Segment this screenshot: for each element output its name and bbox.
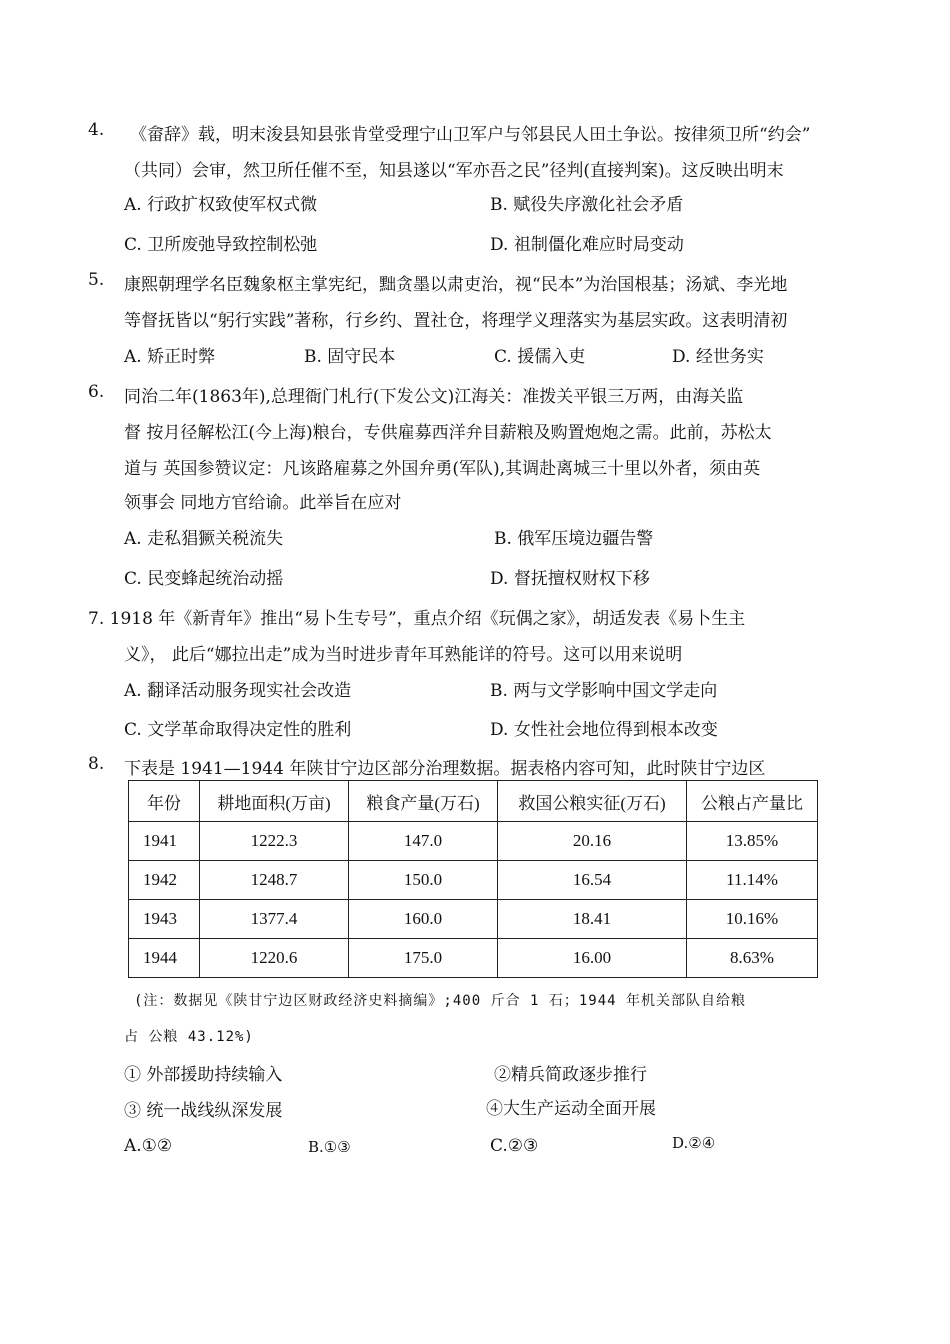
question-5-option-d[interactable]: D. 经世务实 bbox=[672, 347, 764, 367]
question-6-stem-line-1: 同治二年(1863年),总理衙门札行(下发公文)江海关：准拨关平银三万两，由海关监 bbox=[124, 387, 744, 407]
table-row bbox=[129, 822, 818, 861]
table-cell: 1941 bbox=[129, 822, 200, 861]
table-cell: 1248.7 bbox=[200, 861, 349, 900]
table-note-line-2: 占 公粮 43.12%) bbox=[124, 1029, 254, 1045]
statement-1: ① 外部援助持续输入 bbox=[124, 1065, 283, 1085]
question-8-stem-line-1: 下表是 1941—1944 年陕甘宁边区部分治理数据。据表格内容可知，此时陕甘宁边区 bbox=[124, 759, 766, 779]
question-6-stem-line-3: 道与 英国参赞议定：凡该路雇募之外国弁勇(军队),其调赴离城三十里以外者，须由英 bbox=[124, 459, 761, 479]
table-header-public-grain: 救国公粮实征(万石) bbox=[498, 781, 687, 822]
statement-3: ③ 统一战线纵深发展 bbox=[124, 1101, 283, 1121]
table-row bbox=[129, 939, 818, 978]
question-7-stem-line-2: 义》， 此后“娜拉出走”成为当时进步青年耳熟能详的符号。这可以用来说明 bbox=[124, 645, 683, 665]
table-cell: 147.0 bbox=[349, 822, 498, 861]
table-cell: 18.41 bbox=[498, 900, 687, 939]
table-cell: 13.85% bbox=[687, 822, 818, 861]
table-cell: 1942 bbox=[129, 861, 200, 900]
question-4-option-c[interactable]: C. 卫所废弛导致控制松弛 bbox=[124, 235, 318, 255]
table-cell: 160.0 bbox=[349, 900, 498, 939]
question-7-option-d[interactable]: D. 女性社会地位得到根本改变 bbox=[490, 720, 718, 740]
table-cell: 16.54 bbox=[498, 861, 687, 900]
table-header-row bbox=[129, 781, 818, 822]
question-5-option-c[interactable]: C. 援儒入吏 bbox=[494, 347, 586, 367]
question-7-option-c[interactable]: C. 文学革命取得决定性的胜利 bbox=[124, 720, 352, 740]
question-4-number: 4. bbox=[88, 120, 105, 140]
table-cell: 1377.4 bbox=[200, 900, 349, 939]
question-5-number: 5. bbox=[88, 270, 105, 290]
question-4-stem-line-2: （共同）会审，然卫所任催不至，知县遂以“军亦吾之民”径判(直接判案)。这反映出明末 bbox=[124, 161, 784, 181]
question-6-stem-line-2: 督 按月径解松江(今上海)粮台，专供雇募西洋弁目薪粮及购置炮炮之需。此前，苏松太 bbox=[124, 423, 772, 443]
question-8-option-a[interactable]: A.①② bbox=[124, 1136, 173, 1156]
question-8-option-b[interactable]: B.①③ bbox=[308, 1138, 351, 1156]
question-5-option-b[interactable]: B. 固守民本 bbox=[304, 347, 396, 367]
table-cell: 11.14% bbox=[687, 861, 818, 900]
table-cell: 16.00 bbox=[498, 939, 687, 978]
question-4-option-a[interactable]: A. 行政扩权致使军权式微 bbox=[124, 195, 318, 215]
question-5-stem-line-2: 等督抚皆以“躬行实践”著称，行乡约、置社仓，将理学义理落实为基层实政。这表明清初 bbox=[124, 311, 788, 331]
table-cell: 150.0 bbox=[349, 861, 498, 900]
question-8-number: 8. bbox=[88, 754, 105, 774]
table-note-line-1: (注：数据见《陕甘宁边区财政经济史料摘编》;400 斤合 1 石；1944 年机关部队自给粮 bbox=[134, 993, 746, 1009]
question-8-option-d[interactable]: D.②④ bbox=[672, 1134, 716, 1152]
statement-4: ④大生产运动全面开展 bbox=[486, 1099, 656, 1119]
data-table bbox=[128, 780, 818, 978]
table-header-grain-output: 粮食产量(万石) bbox=[349, 781, 498, 822]
table-cell: 1220.6 bbox=[200, 939, 349, 978]
table-header-year: 年份 bbox=[129, 781, 200, 822]
question-6-option-c[interactable]: C. 民变蜂起统治动摇 bbox=[124, 569, 284, 589]
question-4-option-b[interactable]: B. 赋役失序激化社会矛盾 bbox=[490, 195, 684, 215]
table-cell: 20.16 bbox=[498, 822, 687, 861]
table-row bbox=[129, 900, 818, 939]
table-header-ratio: 公粮占产量比 bbox=[687, 781, 818, 822]
question-6-stem-line-4: 领事会 同地方官给谕。此举旨在应对 bbox=[124, 493, 402, 513]
table-row bbox=[129, 861, 818, 900]
table-cell: 175.0 bbox=[349, 939, 498, 978]
question-7-option-a[interactable]: A. 翻译活动服务现实社会改造 bbox=[124, 681, 352, 701]
question-6-number: 6. bbox=[88, 382, 105, 402]
question-5-stem-line-1: 康熙朝理学名臣魏象枢主掌宪纪，黜贪墨以肃吏治，视“民本”为治国根基；汤斌、李光地 bbox=[124, 275, 788, 295]
question-7-option-b[interactable]: B. 两与文学影响中国文学走向 bbox=[490, 681, 718, 701]
question-6-option-b[interactable]: B. 俄军压境边疆告警 bbox=[494, 529, 654, 549]
question-4-stem-line-1: 《畲辞》载，明末浚县知县张肯堂受理宁山卫军户与邻县民人田土争讼。按律须卫所“约会” bbox=[130, 125, 811, 145]
table-cell: 1943 bbox=[129, 900, 200, 939]
table-cell: 10.16% bbox=[687, 900, 818, 939]
question-4-option-d[interactable]: D. 祖制僵化难应时局变动 bbox=[490, 235, 684, 255]
question-7-stem-line-1: 7. 1918 年《新青年》推出“易卜生专号”，重点介绍《玩偶之家》，胡适发表《易卜生主 bbox=[88, 609, 746, 629]
question-6-option-d[interactable]: D. 督抚擅权财权下移 bbox=[490, 569, 650, 589]
question-5-option-a[interactable]: A. 矫正时弊 bbox=[124, 347, 216, 367]
table-cell: 1222.3 bbox=[200, 822, 349, 861]
table-cell: 1944 bbox=[129, 939, 200, 978]
table-cell: 8.63% bbox=[687, 939, 818, 978]
question-6-option-a[interactable]: A. 走私猖獗关税流失 bbox=[124, 529, 284, 549]
statement-2: ②精兵简政逐步推行 bbox=[494, 1065, 647, 1085]
question-8-option-c[interactable]: C.②③ bbox=[490, 1136, 539, 1156]
table-header-farmland: 耕地面积(万亩) bbox=[200, 781, 349, 822]
